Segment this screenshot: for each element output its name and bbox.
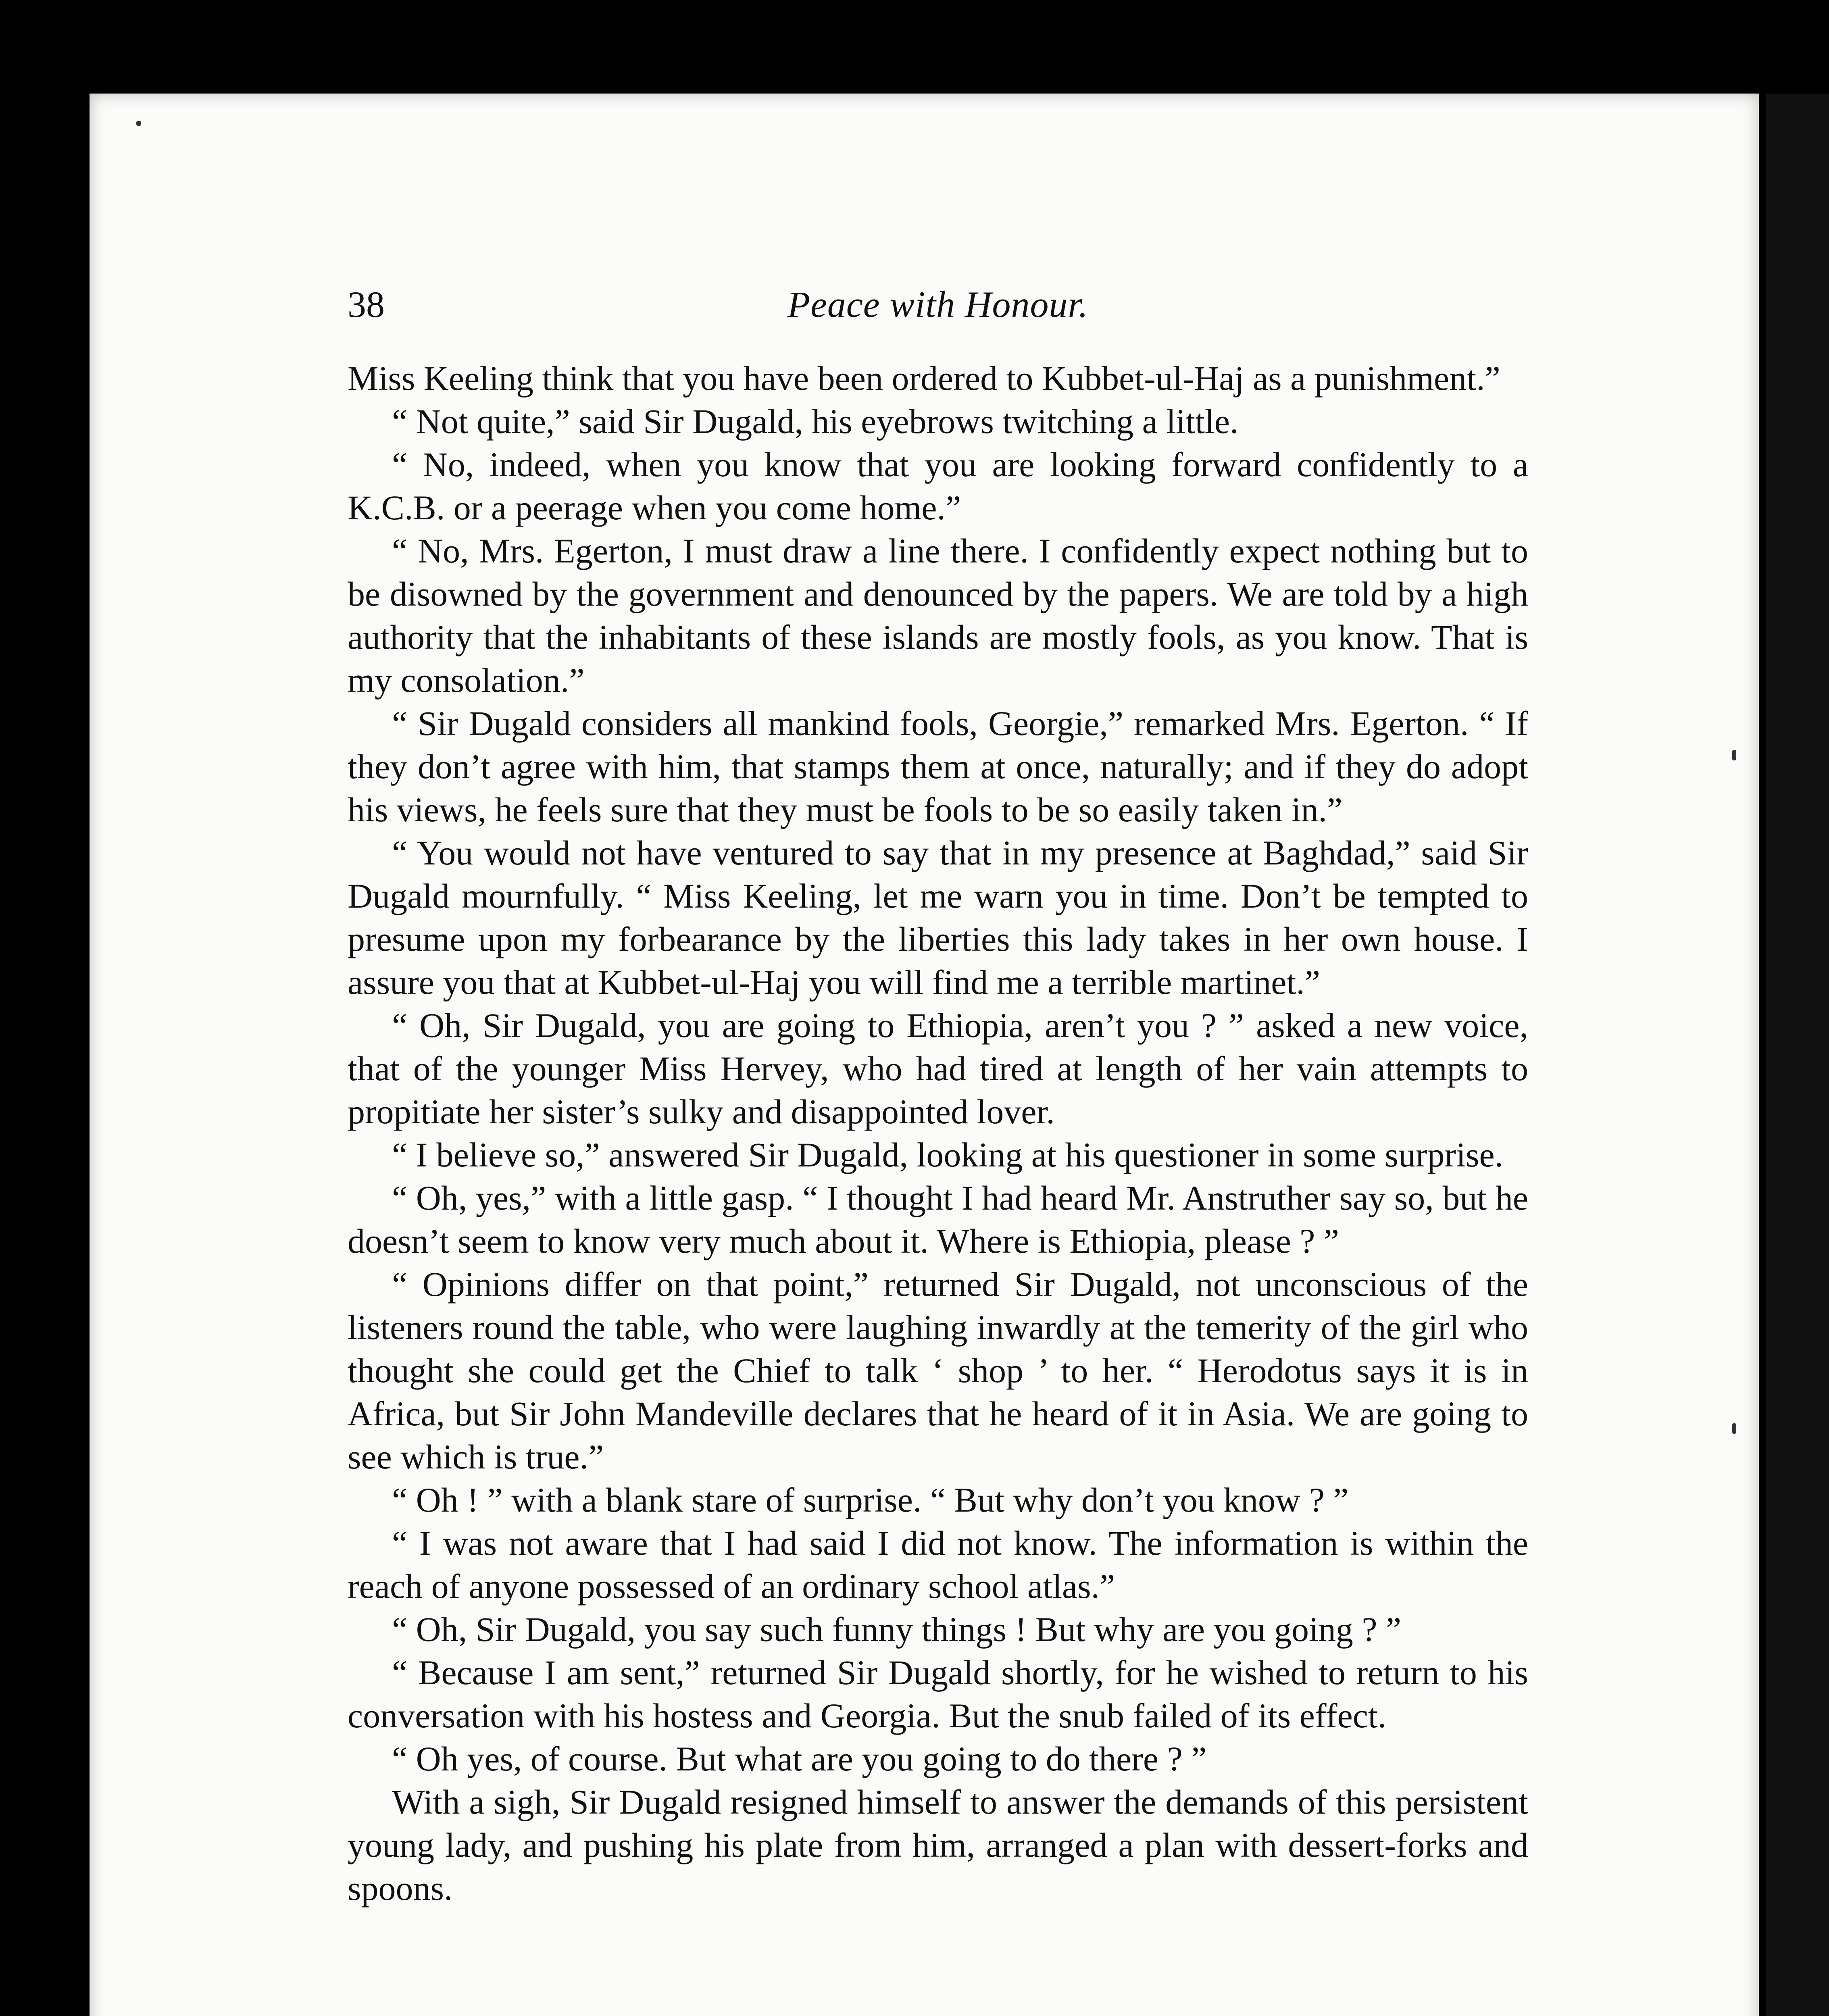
scan-speck — [136, 121, 141, 126]
paragraph: With a sigh, Sir Dugald resigned himself to answer the demands of this persistent young lady, and pushing his plate from him, arranged a plan with dessert-forks and spoons. — [348, 1783, 1528, 1908]
paragraph: “ No, indeed, when you know that you are looking forward confidently to a K.C.B. or a peerage when you come home.” — [348, 445, 1528, 527]
page-header — [348, 278, 1528, 331]
page-number: 38 — [348, 284, 385, 325]
paragraph: “ Sir Dugald considers all mankind fools, Georgie,” remarked Mrs. Egerton. “ If they don’t agree with him, that stamps them at once, naturally; and if they do adopt his views, he feels sure that they must be fools to be so easily taken in.” — [348, 704, 1528, 829]
paragraph: “ Oh ! ” with a blank stare of surprise. “ But why don’t you know ? ” — [392, 1481, 1349, 1519]
scan-speck — [1732, 1423, 1736, 1434]
paragraph: “ I believe so,” answered Sir Dugald, looking at his questioner in some surprise. — [392, 1135, 1504, 1174]
paragraph: “ Not quite,” said Sir Dugald, his eyebrows twitching a little. — [392, 402, 1239, 441]
page-body — [348, 357, 1528, 1910]
paragraph: “ Oh yes, of course. But what are you going to do there ? ” — [392, 1739, 1207, 1778]
paragraph: “ Oh, Sir Dugald, you are going to Ethiopia, aren’t you ? ” asked a new voice, that of the younger Miss Hervey, who had tired at length of her vain attempts to propitiate her sister’s sulky and disappointed lover. — [348, 1006, 1528, 1131]
paragraph: Miss Keeling think that you have been ordered to Kubbet-ul-Haj as a punishment.” — [348, 359, 1500, 398]
paragraph: “ Oh, Sir Dugald, you say such funny things ! But why are you going ? ” — [392, 1610, 1402, 1649]
paragraph: “ I was not aware that I had said I did not know. The information is within the reach of anyone possessed of an ordinary school atlas.” — [348, 1524, 1528, 1606]
paragraph: “ You would not have ventured to say that in my presence at Baghdad,” said Sir Dugald mournfully. “ Miss Keeling, let me warn you in time. Don’t be tempted to presume upon my forbearance by the liberties this lady takes in her own house. I assure you that at Kubbet-ul-Haj you will find me a terrible martinet.” — [348, 833, 1528, 1002]
scan-speck — [1732, 750, 1736, 760]
paragraph: “ Oh, yes,” with a little gasp. “ I thought I had heard Mr. Anstruther say so, but he doesn’t seem to know very much about it. Where is Ethiopia, please ? ” — [348, 1179, 1528, 1260]
running-title: Peace with Honour. — [787, 284, 1089, 325]
paragraph: “ No, Mrs. Egerton, I must draw a line there. I confidently expect nothing but to be disowned by the government and denounced by the papers. We are told by a high authority that the inhabitants of these islands are mostly fools, as you know. That is my consolation.” — [348, 531, 1528, 700]
paragraph: “ Because I am sent,” returned Sir Dugald shortly, for he wished to return to his conversation with his hostess and Georgia. But the snub failed of its effect. — [348, 1653, 1528, 1735]
scan-border — [1766, 94, 1829, 2016]
paragraph: “ Opinions differ on that point,” returned Sir Dugald, not unconscious of the listeners round the table, who were laughing inwardly at the temerity of the girl who thought she could get the Chief to talk ‘ shop ’ to her. “ Herodotus says it is in Africa, but Sir John Mandeville declares that he heard of it in Asia. We are going to see which is true.” — [348, 1265, 1528, 1476]
